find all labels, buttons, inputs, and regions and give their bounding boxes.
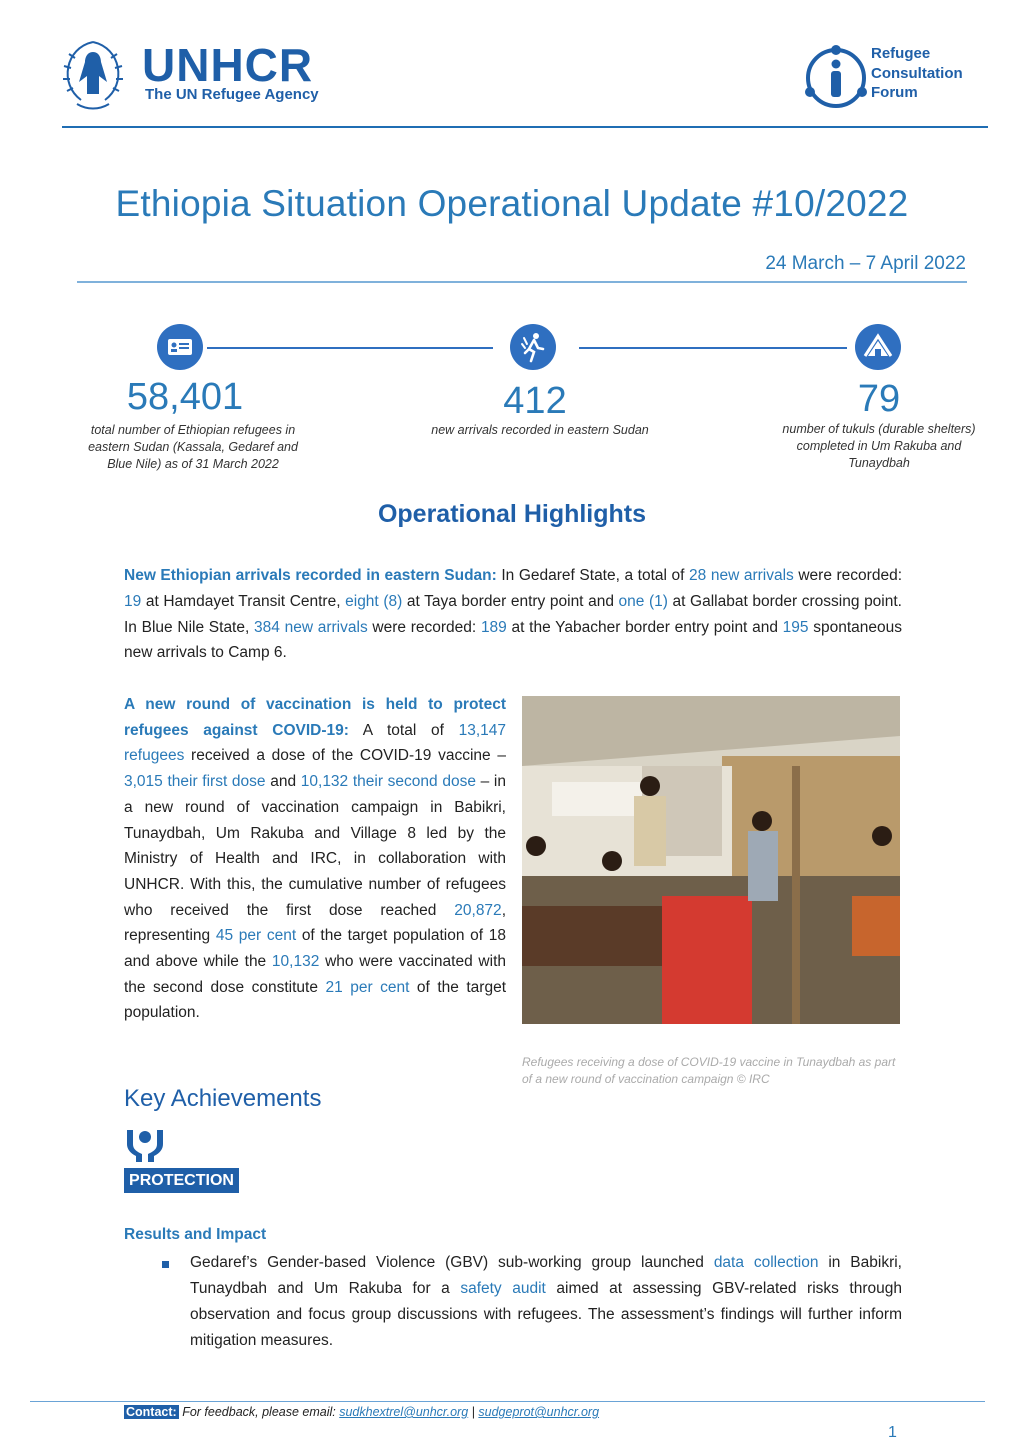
- highlight-value: safety audit: [460, 1280, 546, 1297]
- footer-divider: [30, 1401, 985, 1402]
- bullet-square-icon: [162, 1261, 169, 1268]
- text-run: spontaneous new arrivals to Camp 6.: [124, 618, 903, 662]
- text-run: in Babikri, Tunaydbah and Um Rakuba for a: [190, 1254, 902, 1297]
- vaccination-photo: [522, 696, 900, 1024]
- text-run: at Hamdayet Transit Centre,: [141, 592, 346, 610]
- highlight-value: 19: [124, 592, 142, 610]
- brand-tagline: The UN Refugee Agency: [145, 86, 319, 103]
- key-achievements-heading: Key Achievements: [124, 1085, 322, 1112]
- stat-value-new-arrivals: 412: [503, 380, 567, 422]
- paragraph-lead: A new round of vaccination is held to protect refugees against COVID-19:: [124, 696, 506, 739]
- forum-line-3: Forum: [871, 84, 918, 101]
- results-heading: Results and Impact: [124, 1226, 267, 1243]
- highlight-value: 45 per cent: [215, 927, 297, 945]
- photo-caption: Refugees receiving a dose of COVID-19 vaccine in Tunaydbah as part of a new round of vaccination campaign © IRC: [522, 1055, 896, 1086]
- highlight-value: 189: [480, 618, 507, 636]
- page-title: Ethiopia Situation Operational Update #10/2022: [115, 183, 909, 224]
- highlight-paragraph-new-arrivals: [124, 563, 902, 666]
- highlight-value: data collection: [713, 1254, 819, 1271]
- email-link-extrel[interactable]: sudkhextrel@unhcr.org: [339, 1405, 469, 1419]
- contact-text: For feedback, please email:: [182, 1405, 340, 1419]
- text-run: and: [265, 773, 301, 791]
- highlights-heading: Operational Highlights: [377, 500, 647, 528]
- sector-badge-protection: PROTECTION: [124, 1168, 239, 1193]
- text-run: at Gallabat border crossing point. In Blue Nile State,: [124, 592, 902, 636]
- highlight-value: 10,132: [271, 953, 320, 971]
- highlight-value: 20,872: [454, 901, 502, 919]
- protection-hands-icon: [124, 1126, 166, 1164]
- highlight-value: 28 new arrivals: [689, 567, 794, 584]
- page-number: 1: [888, 1424, 897, 1441]
- list-item: [190, 1250, 902, 1354]
- paragraph-lead: New Ethiopian arrivals recorded in eastern Sudan:: [124, 567, 497, 584]
- text-run: at Taya border entry point and: [402, 592, 619, 610]
- brand-name: UNHCR: [142, 39, 314, 91]
- text-run: , representing: [124, 901, 506, 945]
- text-run: who were vaccinated with the second dose constitute: [124, 953, 506, 996]
- email-link-protection[interactable]: sudgeprot@unhcr.org: [478, 1405, 600, 1419]
- header-divider: [62, 126, 988, 128]
- separator: |: [468, 1405, 479, 1419]
- highlight-value: 10,132 their second dose: [300, 773, 476, 791]
- text-run: were recorded:: [793, 567, 903, 584]
- highlight-value: 13,147 refugees: [124, 721, 506, 765]
- highlight-value: eight (8): [345, 592, 403, 610]
- walking-person-icon: [510, 324, 556, 370]
- text-run: A total of: [348, 721, 459, 739]
- text-run: of the target population of 18 and above while the: [124, 927, 506, 971]
- highlight-value: 21 per cent: [325, 978, 410, 996]
- text-run: aimed at assessing GBV-related risks through observation and focus group discussions with refugees. The assessment’s findings will further inform mitigation measures.: [190, 1280, 902, 1349]
- forum-line-2: Consultation: [871, 64, 963, 82]
- stat-value-tukuls: 79: [857, 378, 901, 420]
- stat-label-tukuls: number of tukuls (durable shelters) completed in Um Rakuba and Tunaydbah: [782, 422, 976, 470]
- shelter-icon: [855, 324, 901, 370]
- stat-label-refugees: total number of Ethiopian refugees in eastern Sudan (Kassala, Gedaref and Blue Nile) as of 31 March 2022: [88, 423, 298, 471]
- text-run: In Gedaref State, a total of: [496, 567, 690, 584]
- footer-contact: [124, 1405, 599, 1419]
- forum-name: [871, 44, 963, 103]
- stat-label-new-arrivals: new arrivals recorded in eastern Sudan: [431, 423, 649, 437]
- text-run: of the target population.: [124, 978, 506, 1022]
- highlight-value: 195: [782, 618, 809, 636]
- contact-label: Contact:: [126, 1405, 177, 1419]
- stat-connector-2: [579, 347, 847, 349]
- text-run: at the Yabacher border entry point and: [506, 618, 783, 636]
- date-range: 24 March – 7 April 2022: [765, 253, 966, 274]
- highlight-value: one (1): [618, 592, 668, 610]
- title-divider: [77, 281, 967, 283]
- id-card-icon: [157, 324, 203, 370]
- stat-connector-1: [207, 347, 493, 349]
- highlight-value: 384 new arrivals: [254, 618, 368, 636]
- text-run: received a dose of the COVID-19 vaccine –: [184, 747, 506, 765]
- text-run: were recorded:: [367, 618, 481, 636]
- text-run: Gedaref’s Gender-based Violence (GBV) sub-working group launched: [190, 1254, 714, 1271]
- forum-line-1: Refugee: [871, 45, 931, 62]
- stat-value-refugees: 58,401: [126, 376, 244, 418]
- highlight-value: 3,015 their first dose: [124, 773, 266, 791]
- text-run: – in a new round of vaccination campaign in Babikri, Tunaydbah, Um Rakuba and Village 8 led by the Ministry of Health and IRC, in collaboration with UNHCR. With this, the cumulative number of refugees who received the first dose reached: [124, 773, 506, 919]
- highlight-paragraph-vaccination: [124, 692, 506, 1026]
